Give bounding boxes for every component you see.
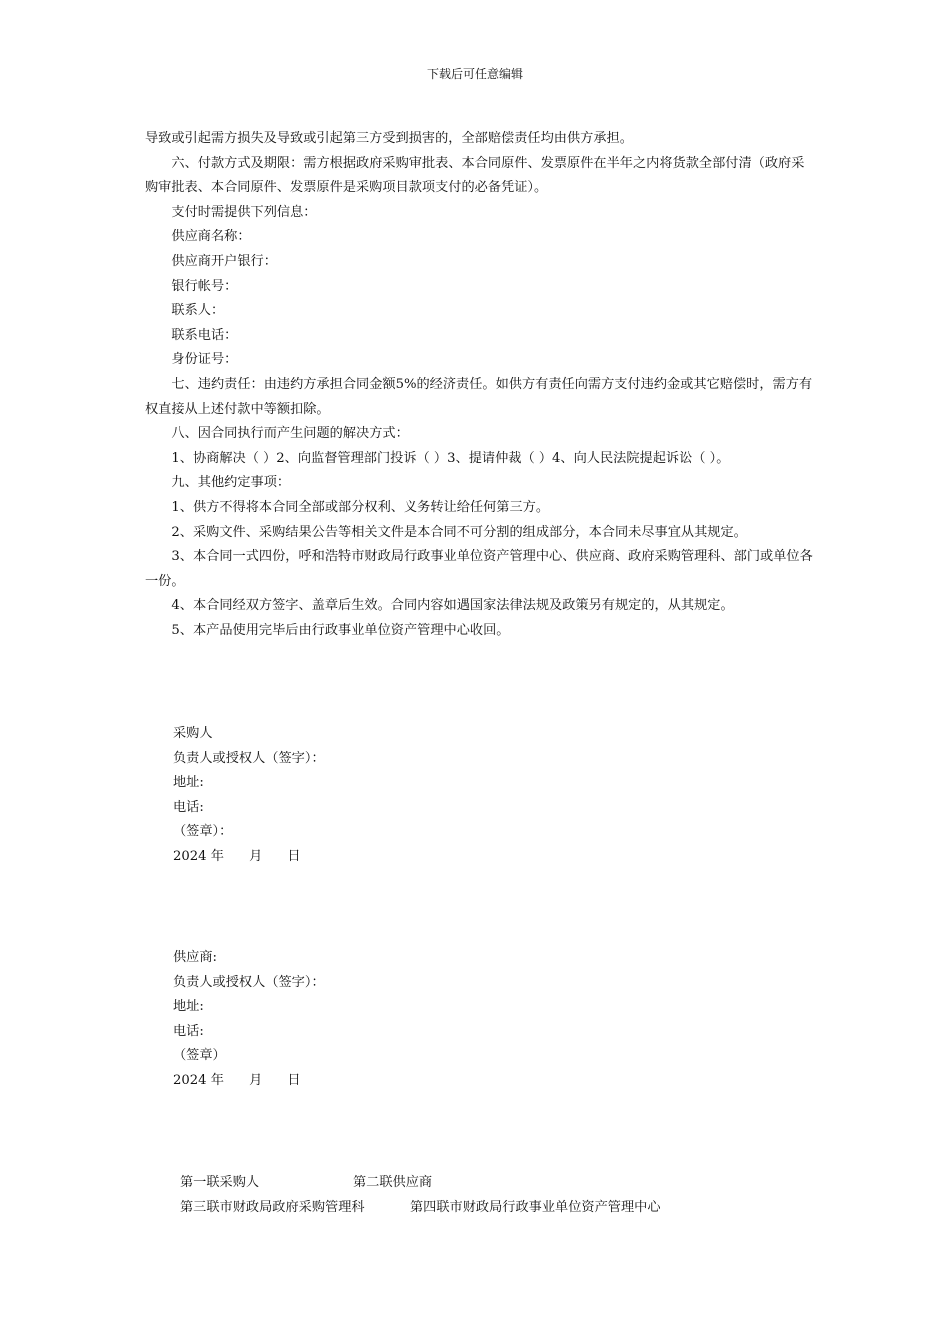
paragraph-damages-continued: 导致或引起需方损失及导致或引起第三方受到损害的，全部赔偿责任均由供方承担。	[145, 131, 633, 146]
paragraph-term-5: 5、本产品使用完毕后由行政事业单位资产管理中心收回。	[171, 622, 510, 638]
copy-distribution	[180, 1170, 661, 1220]
paragraph-term-2: 2、采购文件、采购结果公告等相关文件是本合同不可分割的组成部分，本合同未尽事宜从其规定。	[171, 524, 747, 540]
supplier-seal-label: （签章）	[173, 1048, 226, 1064]
supplier-title: 供应商:	[173, 950, 218, 965]
field-bank-account: 银行帐号：	[171, 278, 238, 294]
purchaser-phone-label: 电话:	[173, 799, 204, 815]
paragraph-term-3: 3、本合同一式四份，呼和浩特市财政局行政事业单位资产管理中心、供应商、政府采购管理科、部门或单位各一份。	[145, 549, 813, 589]
purchaser-seal-label: （签章）：	[173, 824, 233, 840]
field-contact-person: 联系人：	[171, 303, 225, 319]
field-supplier-bank: 供应商开户银行：	[171, 253, 277, 269]
purchaser-signer-label: 负责人或授权人（签字）：	[173, 750, 325, 766]
paragraph-dispute-resolution: 八、因合同执行而产生问题的解决方式：	[171, 426, 409, 442]
paragraph-payment-info-intro: 支付时需提供下列信息：	[171, 204, 317, 220]
supplier-address-label: 地址:	[173, 999, 204, 1015]
supplier-date: 2024 年 月 日	[173, 1072, 301, 1088]
copy-third: 第三联市财政局政府采购管理科	[180, 1200, 365, 1215]
supplier-signature-block	[173, 946, 325, 1094]
page-header: 下载后可任意编辑	[426, 67, 523, 81]
field-contact-phone: 联系电话：	[171, 327, 238, 343]
field-id-number: 身份证号：	[171, 352, 238, 368]
purchaser-title: 采购人	[173, 726, 213, 741]
purchaser-address-label: 地址:	[173, 775, 204, 791]
paragraph-other-terms: 九、其他约定事项：	[171, 475, 291, 491]
contract-body	[145, 127, 815, 643]
purchaser-signature-block	[173, 722, 325, 870]
supplier-phone-label: 电话:	[173, 1023, 204, 1039]
purchaser-date: 2024 年 月 日	[173, 848, 301, 864]
paragraph-breach-liability: 七、违约责任：由违约方承担合同金额5%的经济责任。如供方有责任向需方支付违约金或其它赔偿时，需方有权直接从上述付款中等额扣除。	[145, 376, 813, 417]
copy-first: 第一联采购人	[180, 1175, 260, 1190]
field-supplier-name: 供应商名称：	[171, 229, 251, 245]
paragraph-payment-terms: 六、付款方式及期限：需方根据政府采购审批表、本合同原件、发票原件在半年之内将货款全部付清（政府采购审批表、本合同原件、发票原件是采购项目款项支付的必备凭证）。	[145, 155, 805, 196]
supplier-signer-label: 负责人或授权人（签字）：	[173, 974, 325, 990]
paragraph-term-1: 1、供方不得将本合同全部或部分权利、义务转让给任何第三方。	[171, 499, 550, 515]
copy-fourth: 第四联市财政局行政事业单位资产管理中心	[410, 1200, 661, 1215]
copy-row-2	[180, 1195, 661, 1220]
paragraph-dispute-options: 1、协商解决（ ）2、向监督管理部门投诉（ ）3、提请仲裁（ ）4、向人民法院提起诉讼（ ）。	[171, 450, 730, 466]
copy-second: 第二联供应商	[353, 1175, 433, 1190]
copy-row-1	[180, 1170, 661, 1195]
paragraph-term-4: 4、本合同经双方签字、盖章后生效。合同内容如遇国家法律法规及政策另有规定的，从其规定。	[171, 598, 734, 614]
